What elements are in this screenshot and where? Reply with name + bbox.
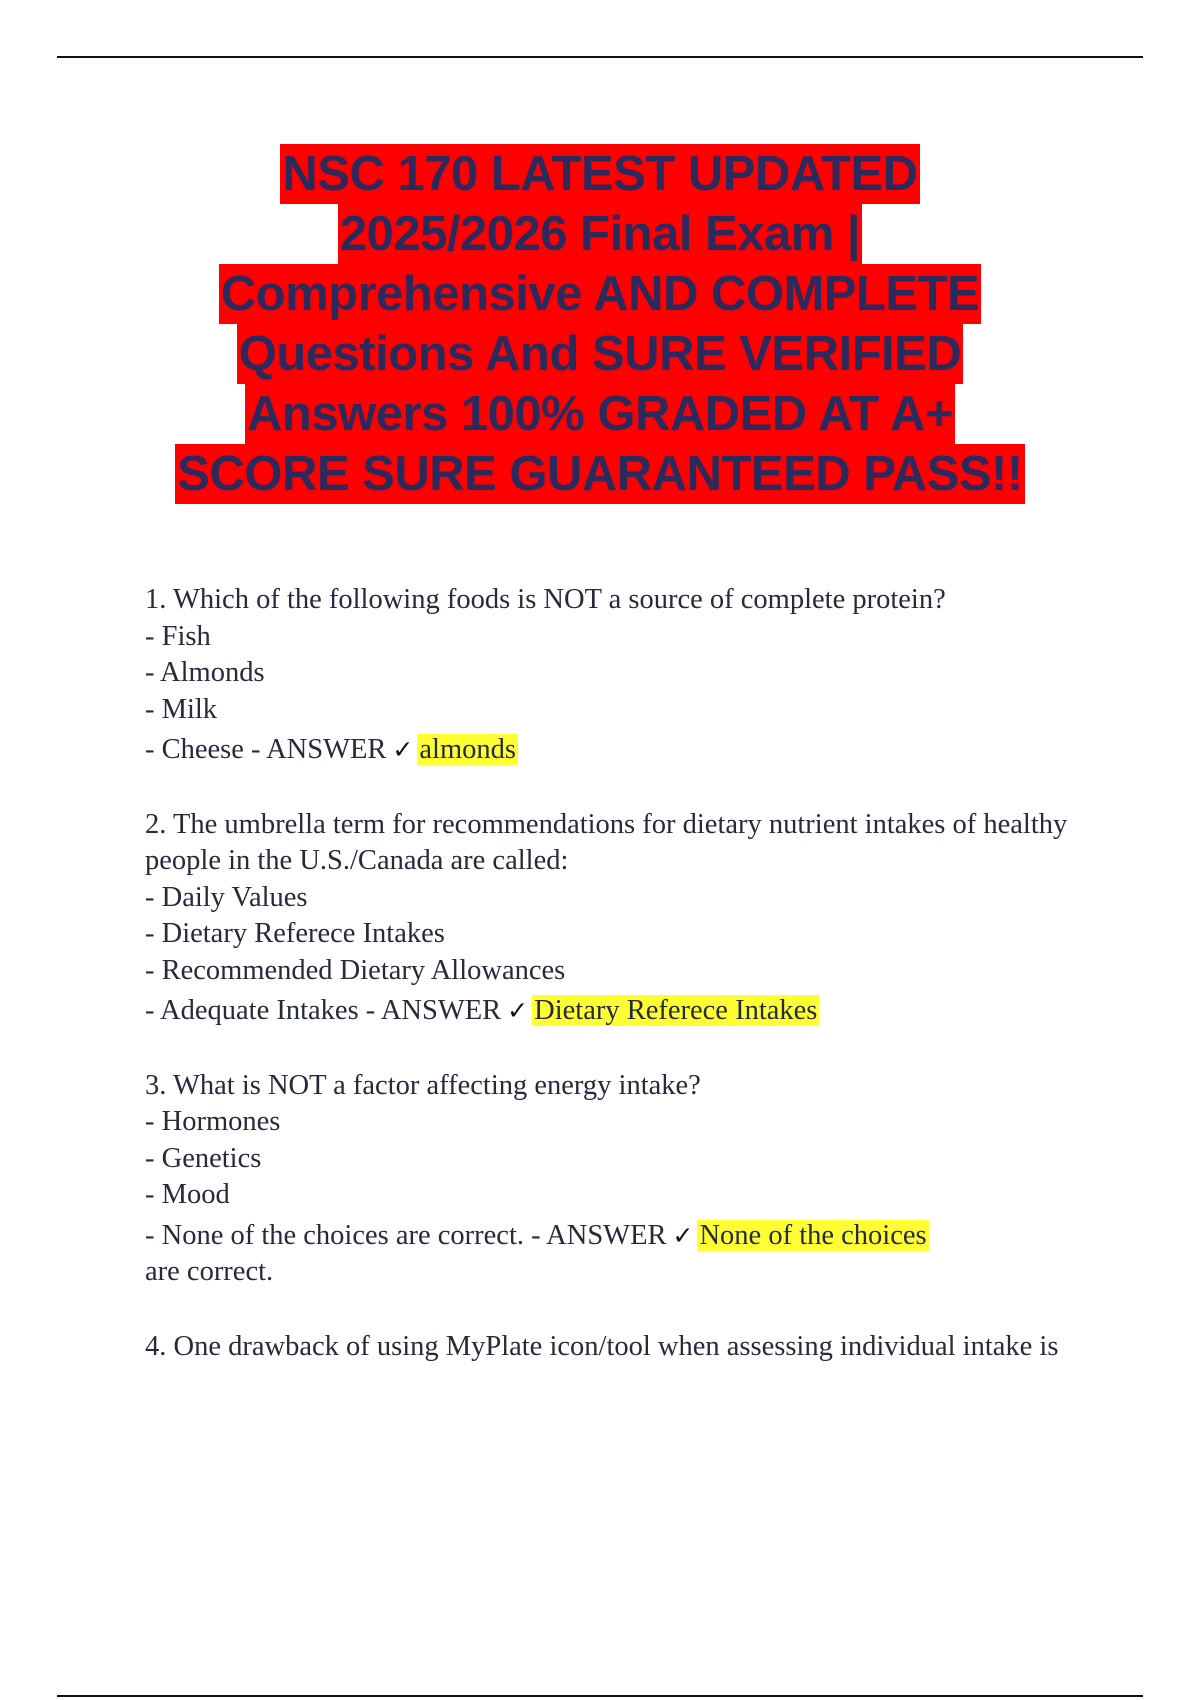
question-3 [145,1068,1095,1291]
question-4 [145,1329,1095,1366]
answer-line [145,732,1095,769]
answer-line [145,993,1095,1030]
bottom-rule [57,1695,1143,1697]
option: - Hormones [145,1106,281,1137]
answer-line [145,1218,1095,1255]
last-option-and-answer-label: - None of the choices are correct. - ANSWER [145,1219,667,1251]
option: - Milk [145,693,218,725]
title-line-5: Answers 100% GRADED AT A+ [245,384,955,444]
question-text: 2. The umbrella term for recommendations for dietary nutrient intakes of healthy people in the U.S./Canada are called: [145,808,1068,876]
question-text: 1. Which of the following foods is NOT a source of complete protein? [145,584,946,615]
title-line-3: Comprehensive AND COMPLETE [219,264,981,324]
option: - Dietary Referece Intakes [145,918,445,949]
option: - Genetics [145,1142,262,1174]
option: - Fish [145,620,211,652]
checkmark-icon: ✓ [392,735,414,764]
question-text: 3. What is NOT a factor affecting energy intake? [145,1069,701,1101]
last-option-and-answer-label: - Cheese - ANSWER [145,734,387,765]
option: - Almonds [145,657,265,688]
title-line-4: Questions And SURE VERIFIED [237,324,963,384]
checkmark-icon: ✓ [672,1220,694,1250]
top-rule [57,56,1143,58]
checkmark-icon: ✓ [507,996,529,1025]
question-1 [145,582,1095,769]
option: - Recommended Dietary Allowances [145,954,566,986]
option: - Mood [145,1179,230,1210]
highlighted-answer: None of the choices [699,1219,927,1251]
title-line-6: SCORE SURE GUARANTEED PASS!! [175,444,1024,504]
highlighted-answer: almonds [419,734,516,765]
highlighted-answer: Dietary Referece Intakes [534,995,818,1026]
question-2 [145,807,1095,1030]
document-title [100,144,1100,504]
last-option-and-answer-label: - Adequate Intakes - ANSWER [145,995,502,1026]
title-line-1: NSC 170 LATEST UPDATED [280,144,919,204]
option: - Daily Values [145,881,308,913]
question-text: 4. One drawback of using MyPlate icon/tool when assessing individual intake is [145,1330,1059,1362]
answer-continuation: are correct. [145,1256,274,1287]
title-line-2: 2025/2026 Final Exam | [338,204,862,264]
question-list [145,582,1095,1403]
